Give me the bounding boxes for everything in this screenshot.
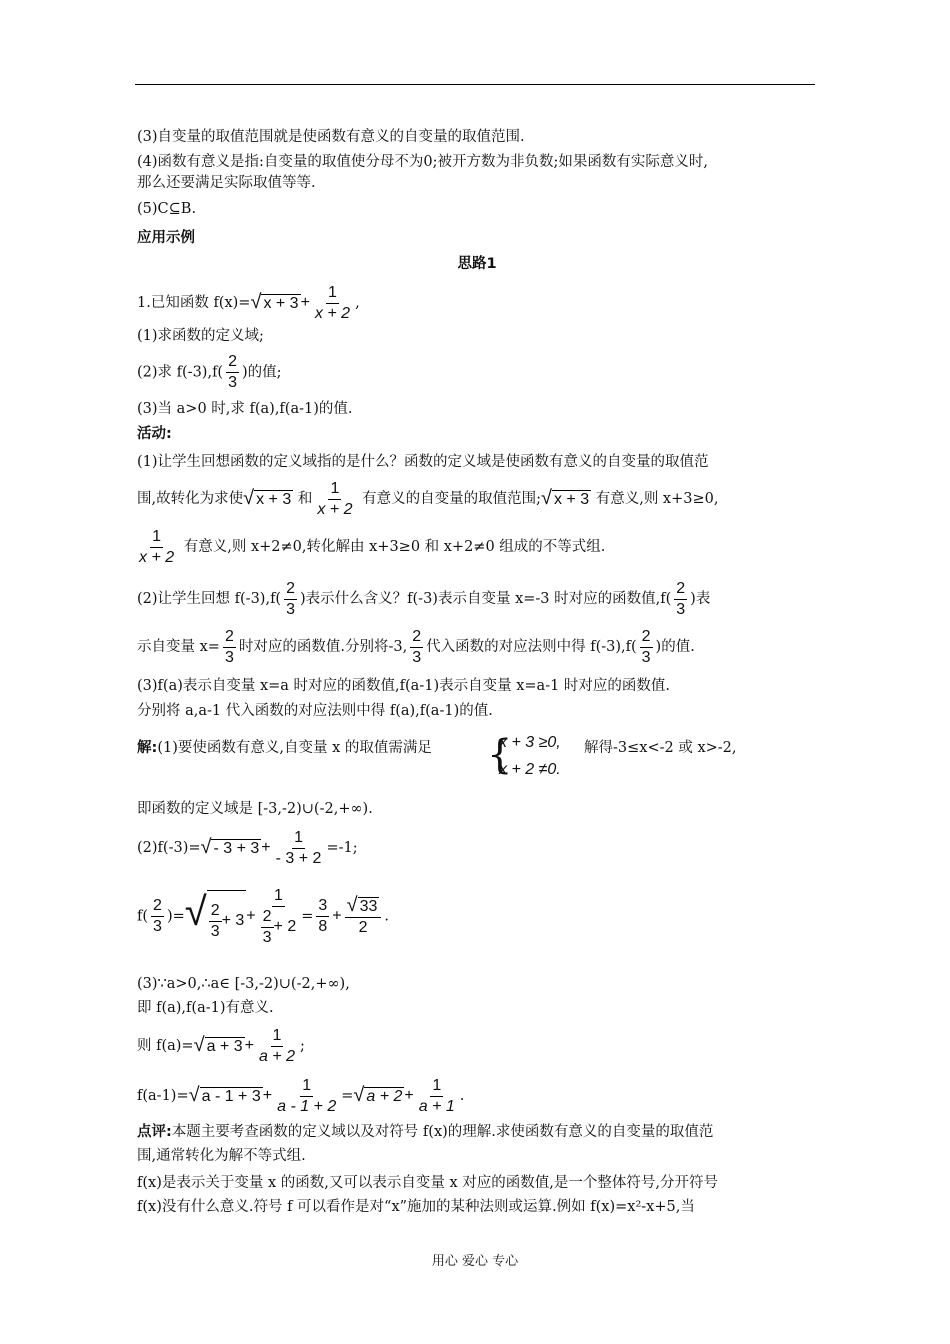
radicand: - 3 + 3 <box>213 840 260 857</box>
denominator: 3 <box>228 374 237 391</box>
subtitle: 思路1 <box>457 256 497 272</box>
numerator: 2 <box>226 352 239 373</box>
denominator <box>259 907 299 948</box>
solution-line <box>137 738 432 758</box>
text-line: 分别将 a,a-1 代入函数的对应法则中得 f(a),f(a-1)的值. <box>137 703 493 719</box>
fraction <box>259 886 299 948</box>
numerator: 2 <box>640 627 653 648</box>
fraction <box>257 1026 297 1067</box>
denominator: 3 <box>676 600 686 618</box>
inequality-2: x + 2 ≠0. <box>499 761 561 778</box>
numerator: 1 <box>272 886 285 907</box>
activity-line <box>137 524 605 570</box>
text-span: )的值. <box>655 639 695 655</box>
fraction <box>640 627 653 668</box>
question-line <box>137 352 282 393</box>
sqrt-expression: √ x + 3 <box>250 291 299 313</box>
denominator: x + 2 <box>139 548 175 566</box>
text-span: f(a-1)= <box>137 1088 189 1104</box>
text-line: (3)∵a>0,∴a∈ [-3,-2)∪(-2,+∞), <box>137 976 350 992</box>
text-span: (2)求 f(-3),f( <box>137 364 224 381</box>
text-span: 时对应的函数值.分别将-3, <box>238 639 408 655</box>
plus-sign: + <box>300 294 310 311</box>
denominator: 8 <box>318 918 328 936</box>
text-span: 则 f(a)= <box>137 1038 194 1054</box>
denominator: x + 2 <box>314 304 351 322</box>
text-span: )的值; <box>242 364 282 381</box>
sqrt-expression: √ x + 3 <box>540 487 590 509</box>
text-span: 代入函数的对应法则中得 f(-3),f( <box>426 639 637 655</box>
numerator: 1 <box>326 283 339 304</box>
header-rule <box>135 84 815 85</box>
comment-label: 点评: <box>137 1124 172 1140</box>
plus-sign: + <box>262 1087 273 1104</box>
numerator: 1 <box>150 527 163 548</box>
text-span: 1.已知函数 f(x)= <box>137 295 251 311</box>
section-heading: 应用示例 <box>137 230 195 246</box>
solution-line <box>137 824 358 872</box>
radicand: a - 1 + 3 <box>201 1088 261 1105</box>
solution-line <box>137 882 389 951</box>
denominator: 3 <box>210 922 220 940</box>
plus-sign: + <box>332 907 342 925</box>
radicand: a + 3 <box>206 1038 243 1055</box>
fraction <box>417 1076 457 1117</box>
text-line: (1)求函数的定义域; <box>137 328 264 344</box>
radicand: x + 3 <box>553 491 590 508</box>
plus-sign: + <box>246 907 256 925</box>
text-line: 解得-3≤x<-2 或 x>-2, <box>584 740 737 756</box>
numerator: 2 <box>151 896 164 917</box>
sqrt-expression: √ x + 3 <box>243 487 292 509</box>
text-span: )= <box>166 908 185 925</box>
text-span: 和 <box>297 491 313 507</box>
denominator: 3 <box>286 600 295 618</box>
text-span: = <box>301 908 314 925</box>
text-span: )表 <box>690 591 711 607</box>
text-line: 那么还要满足实际取值等等. <box>137 175 316 191</box>
text-line: 即函数的定义域是 [-3,-2)∪(-2,+∞). <box>137 801 373 817</box>
text-span: 有意义,则 x+3≥0, <box>595 491 719 507</box>
solution-line <box>137 1022 305 1070</box>
text-span: ; <box>299 1038 305 1054</box>
text-span: , <box>355 295 360 311</box>
fraction <box>345 895 382 938</box>
activity-heading: 活动: <box>137 426 172 442</box>
denominator: a + 1 <box>418 1097 455 1115</box>
inequality-1: x + 3 ≥0, <box>499 734 561 751</box>
text-span: f( <box>137 908 149 925</box>
radicand: 33 <box>359 898 378 916</box>
numerator: 2 <box>284 579 297 600</box>
comment-line <box>137 1122 713 1142</box>
sqrt-expression: √ $\frac{2}{3}$ + 3 <box>185 882 247 951</box>
sqrt-expression: √ a + 3 <box>193 1034 243 1056</box>
numerator: 1 <box>271 1026 284 1047</box>
fraction <box>261 907 274 948</box>
numerator: 2 <box>209 901 222 922</box>
numerator: 2 <box>223 627 236 648</box>
fraction <box>223 627 236 668</box>
text-span: )表示什么含义？f(-3)表示自变量 x=-3 时对应的函数值,f( <box>300 591 672 607</box>
text-line: (3)f(a)表示自变量 x=a 时对应的函数值,f(a-1)表示自变量 x=a-1 时对应的函数值. <box>137 678 671 694</box>
denominator: 2 <box>358 919 368 937</box>
numerator: 2 <box>261 907 274 928</box>
denominator: 3 <box>224 648 234 666</box>
text-line: (3)当 a>0 时,求 f(a),f(a-1)的值. <box>137 401 353 417</box>
fraction <box>274 828 324 869</box>
numerator: 1 <box>300 1076 313 1097</box>
denominator: 3 <box>153 918 162 936</box>
fraction <box>316 896 329 937</box>
denominator: 3 <box>412 648 422 666</box>
page-footer: 用心 爱心 专心 <box>431 1254 519 1269</box>
fraction <box>284 579 297 620</box>
denominator: 3 <box>641 648 651 666</box>
text-line: f(x)没有什么意义.符号 f 可以看作是对“x”施加的某种法则或运算.例如 f(x)=x²-x+5,当 <box>137 1199 695 1215</box>
text-span: 围,故转化为求使 <box>137 491 244 507</box>
fraction <box>275 1076 338 1117</box>
radicand: a + 2 <box>366 1088 403 1105</box>
fraction <box>137 527 176 568</box>
numerator: 1 <box>328 479 341 500</box>
text-span: . <box>459 1088 465 1104</box>
sqrt-expression: √ 33 <box>346 894 378 917</box>
text-line: (4)函数有意义是指:自变量的取值使分母不为0;被开方数为非负数;如果函数有实际意义时, <box>137 154 709 170</box>
plus-sign: + <box>261 839 271 856</box>
text-span: (1)要使函数有意义,自变量 x 的取值需满足 <box>157 740 432 756</box>
text-span: (2)让学生回想 f(-3),f( <box>137 591 282 607</box>
text-span: 有意义,则 x+2≠0,转化解由 x+3≥0 和 x+2≠0 组成的不等式组. <box>183 539 606 555</box>
denominator: x + 2 <box>317 500 353 518</box>
text-span: (2)f(-3)= <box>137 840 201 856</box>
denominator: 3 <box>262 928 272 946</box>
system-brace: { <box>487 732 513 778</box>
text-span: 本题主要考查函数的定义域以及对符号 f(x)的理解.求使函数有意义的自变量的取值范 <box>171 1124 714 1140</box>
sqrt-expression: √ a - 1 + 3 <box>188 1084 261 1106</box>
numerator <box>345 895 382 918</box>
sqrt-expression: √ a + 2 <box>353 1084 403 1106</box>
denominator: a - 1 + 2 <box>277 1097 337 1115</box>
text-line: f(x)是表示关于变量 x 的函数,又可以表示自变量 x 对应的函数值,是一个整体符号,分开符号 <box>137 1175 718 1191</box>
text-line: 即 f(a),f(a-1)有意义. <box>137 1000 274 1016</box>
activity-line <box>137 576 710 622</box>
sqrt-expression: √ - 3 + 3 <box>200 836 260 858</box>
fraction <box>226 352 239 393</box>
numerator: 3 <box>316 896 329 917</box>
fraction <box>674 579 687 620</box>
text-line: (1)让学生回想函数的定义域指的是什么？函数的定义域是使函数有意义的自变量的取值范 <box>137 454 709 470</box>
numerator: 2 <box>410 627 423 648</box>
text-span: 有意义的自变量的取值范围; <box>362 491 541 507</box>
solution-label: 解: <box>137 740 158 756</box>
denominator-term: + 2 <box>273 918 297 936</box>
plus-sign: + <box>404 1087 414 1104</box>
numerator: 1 <box>292 828 305 849</box>
denominator: - 3 + 2 <box>275 849 322 867</box>
radicand-term: + 3 <box>221 912 245 930</box>
text-span: =-1; <box>326 840 358 856</box>
activity-line <box>137 624 695 670</box>
text-line: (3)自变量的取值范围就是使函数有意义的自变量的取值范围. <box>137 129 525 145</box>
text-span: . <box>384 908 390 925</box>
fraction <box>410 627 423 668</box>
text-span: = <box>341 1088 354 1104</box>
text-line: 围,通常转化为解不等式组. <box>137 1148 306 1164</box>
fraction <box>151 896 164 937</box>
fraction <box>313 283 352 324</box>
radicand: x + 3 <box>256 491 292 508</box>
plus-sign: + <box>244 1037 254 1054</box>
question-line <box>137 282 360 324</box>
text-line: (5)C⊆B. <box>137 201 197 217</box>
denominator: a + 2 <box>258 1047 295 1065</box>
solution-line <box>137 1072 464 1120</box>
radicand: x + 3 <box>263 295 299 312</box>
numerator: 2 <box>674 579 687 600</box>
activity-line <box>137 475 718 523</box>
fraction <box>209 901 222 942</box>
text-span: 示自变量 x= <box>137 639 220 655</box>
fraction <box>315 479 354 520</box>
numerator: 1 <box>430 1076 443 1097</box>
